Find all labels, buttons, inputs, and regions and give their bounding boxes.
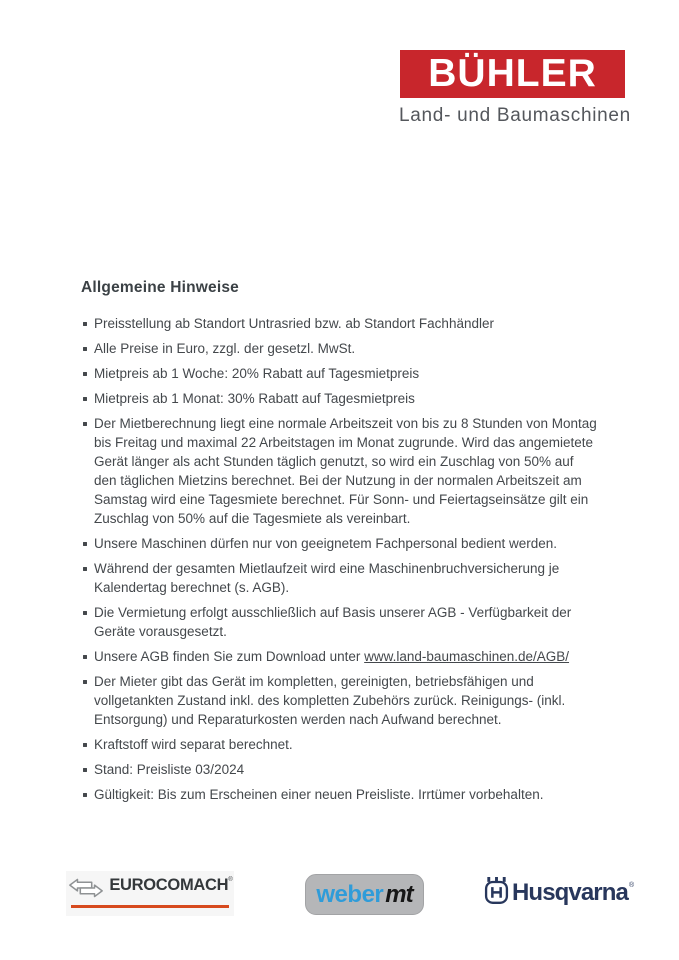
list-item <box>81 672 598 729</box>
list-item <box>81 389 598 408</box>
general-notes-list <box>81 314 598 810</box>
eurocomach-underline <box>71 905 229 908</box>
list-item <box>81 314 598 333</box>
list-item <box>81 414 598 528</box>
husqvarna-wordmark: Husqvarna <box>512 879 628 906</box>
husqvarna-logo <box>483 872 633 914</box>
weber-wordmark: weber <box>316 880 384 908</box>
list-item <box>81 647 598 666</box>
list-item <box>81 559 598 597</box>
registered-mark: ® <box>628 881 635 889</box>
list-item <box>81 785 598 804</box>
eurocomach-wordmark: EUROCOMACH <box>109 876 229 894</box>
list-item-text: Alle Preise in Euro, zzgl. der gesetzl. MwSt. <box>94 341 356 356</box>
list-item-text: Kraftstoff wird separat berechnet. <box>94 737 293 752</box>
list-item <box>81 339 598 358</box>
list-item-text: Mietpreis ab 1 Monat: 30% Rabatt auf Tagesmietpreis <box>94 391 415 406</box>
crown-h-icon <box>483 876 510 910</box>
page-title: Allgemeine Hinweise <box>81 279 239 296</box>
eurocomach-logo-inner <box>67 876 232 905</box>
list-item-text: Die Vermietung erfolgt ausschließlich auf Basis unserer AGB - Verfügbarkeit der Geräte vorausgesetzt. <box>94 605 572 639</box>
list-item <box>81 760 598 779</box>
list-item-text: Der Mieter gibt das Gerät im kompletten, gereinigten, betriebsfähigen und vollgetankten Zustand inkl. des kompletten Zubehörs zurück. Reinigungs- (inkl. Entsorgung) und Reparaturkosten werden nach Aufwand berechnet. <box>94 674 566 727</box>
list-item-text: Gültigkeit: Bis zum Erscheinen einer neuen Preisliste. Irrtümer vorbehalten. <box>94 787 544 802</box>
list-item-text: Unsere Maschinen dürfen nur von geeignetem Fachpersonal bedient werden. <box>94 536 558 551</box>
brand-subtitle: Land- und Baumaschinen <box>399 105 631 126</box>
list-item-text: Stand: Preisliste 03/2024 <box>94 762 245 777</box>
list-item <box>81 603 598 641</box>
weber-mt-suffix: mt <box>385 880 413 908</box>
brand-logo-box: BÜHLER <box>400 50 625 98</box>
cycle-arrows-icon <box>67 876 105 905</box>
weber-mt-logo <box>305 874 424 915</box>
eurocomach-logo <box>66 871 234 916</box>
list-item-text: Mietpreis ab 1 Woche: 20% Rabatt auf Tagesmietpreis <box>94 366 420 381</box>
list-item-text: Unsere AGB finden Sie zum Download unter <box>94 649 365 664</box>
list-item-text: Preisstellung ab Standort Untrasried bzw. ab Standort Fachhändler <box>94 316 494 331</box>
registered-mark: ® <box>228 877 233 883</box>
list-item-text: Während der gesamten Mietlaufzeit wird eine Maschinenbruchversicherung je Kalendertag berechnet (s. AGB). <box>94 561 560 595</box>
list-item <box>81 534 598 553</box>
list-item <box>81 364 598 383</box>
list-item <box>81 735 598 754</box>
list-item-text: Der Mietberechnung liegt eine normale Arbeitszeit von bis zu 8 Stunden von Montag bis Freitag und maximal 22 Arbeitstagen im Monat zugrunde. Wird das angemietete Gerät länger als acht Stunden täglich genutzt, so wird ein Zuschlag von 50% auf den täglichen Mietzins berechnet. Bei der Nutzung in der normalen Arbeitszeit am Samstag wird eine Tagesmiete berechnet. Für Sonn- und Feiertagseinsätze gilt ein Zuschlag von 50% auf die Tagesmiete als vereinbart. <box>94 416 597 526</box>
agb-link[interactable]: www.land-baumaschinen.de/AGB/ <box>364 649 570 664</box>
